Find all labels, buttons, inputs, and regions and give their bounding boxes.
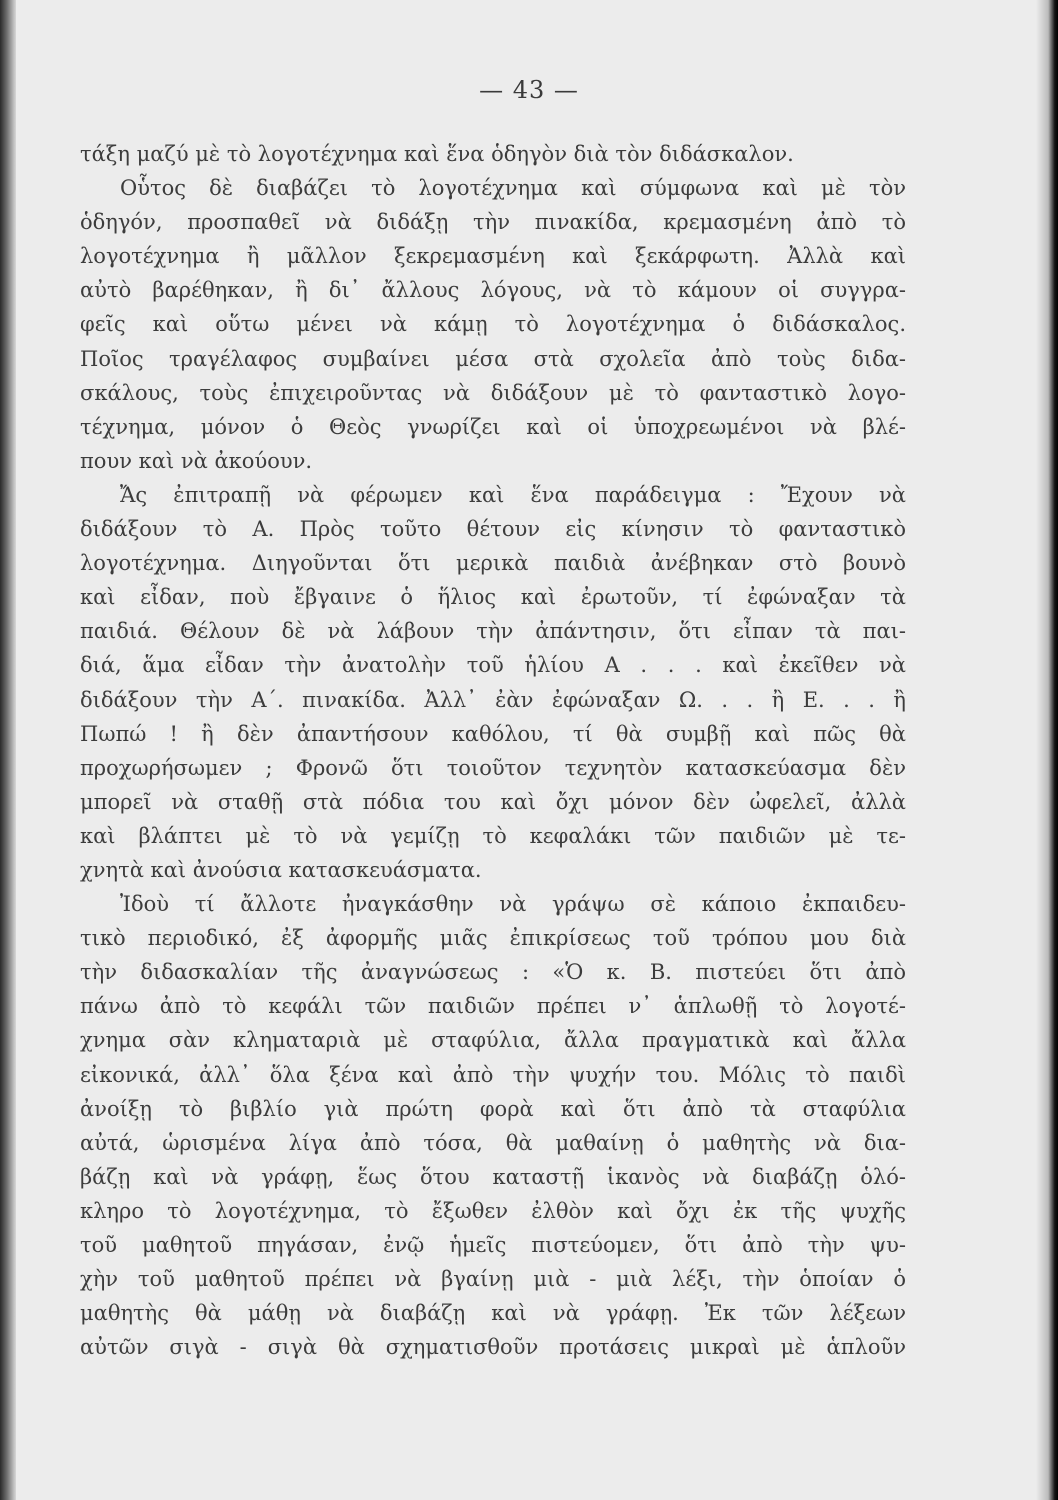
text-line: χνημα σὰν κληματαριὰ μὲ σταφύλια, ἄλλα πραγματικὰ καὶ ἄλλα — [80, 1028, 906, 1053]
text-line: σκάλους, τοὺς ἐπιχειροῦντας νὰ διδάξουν μὲ τὸ φανταστικὸ λογο- — [80, 380, 906, 405]
text-line: πάνω ἀπὸ τὸ κεφάλι τῶν παιδιῶν πρέπει ν᾽ ἁπλωθῇ τὸ λογοτέ- — [80, 994, 906, 1019]
text-line: μπορεῖ νὰ σταθῇ στὰ πόδια του καὶ ὄχι μόνον δὲν ὠφελεῖ, ἀλλὰ — [80, 789, 906, 814]
text-line: καὶ εἶδαν, ποὺ ἔβγαινε ὁ ἥλιος καὶ ἐρωτοῦν, τί ἐφώναξαν τὰ — [80, 585, 906, 610]
text-line: αὐτῶν σιγὰ - σιγὰ θὰ σχηματισθοῦν προτάσεις μικραὶ μὲ ἁπλοῦν — [80, 1335, 906, 1360]
page-number: — 43 — — [479, 76, 579, 104]
text-line: μαθητὴς θὰ μάθῃ νὰ διαβάζῃ καὶ νὰ γράφῃ. Ἐκ τῶν λέξεων — [80, 1301, 906, 1326]
text-line: Οὗτος δὲ διαβάζει τὸ λογοτέχνημα καὶ σύμφωνα καὶ μὲ τὸν — [120, 176, 906, 201]
text-line: ἀνοίξῃ τὸ βιβλίο γιὰ πρώτη φορὰ καὶ ὅτι ἀπὸ τὰ σταφύλια — [80, 1096, 906, 1121]
text-line: κληρο τὸ λογοτέχνημα, τὸ ἔξωθεν ἐλθὸν καὶ ὄχι ἐκ τῆς ψυχῆς — [80, 1198, 906, 1223]
text-line: καὶ βλάπτει μὲ τὸ νὰ γεμίζῃ τὸ κεφαλάκι τῶν παιδιῶν μὲ τε- — [80, 823, 906, 848]
text-line: τάξη μαζύ μὲ τὸ λογοτέχνημα καὶ ἕνα ὁδηγὸν διὰ τὸν διδάσκαλον. — [80, 142, 794, 166]
text-line: εἰκονικά, ἀλλ᾽ ὅλα ξένα καὶ ἀπὸ τὴν ψυχήν του. Μόλις τὸ παιδὶ — [80, 1062, 906, 1087]
text-line: παιδιά. Θέλουν δὲ νὰ λάβουν τὴν ἀπάντησιν, ὅτι εἶπαν τὰ παι- — [80, 619, 906, 644]
text-line: βάζῃ καὶ νὰ γράφῃ, ἕως ὅτου καταστῇ ἱκανὸς νὰ διαβάζῃ ὁλό- — [80, 1164, 906, 1189]
text-line: λογοτέχνημα ἢ μᾶλλον ξεκρεμασμένη καὶ ξεκάρφωτη. Ἀλλὰ καὶ — [80, 244, 906, 269]
text-line: χὴν τοῦ μαθητοῦ πρέπει νὰ βγαίνῃ μιὰ - μιὰ λέξι, τὴν ὁποίαν ὁ — [80, 1267, 906, 1292]
text-line: Πωπώ ! ἢ δὲν ἀπαντήσουν καθόλου, τί θὰ συμβῇ καὶ πῶς θὰ — [80, 721, 906, 746]
text-line: πουν καὶ νὰ ἀκούουν. — [80, 448, 313, 473]
text-line: Ἰδοὺ τί ἄλλοτε ἠναγκάσθην νὰ γράψω σὲ κάποιο ἐκπαιδευ- — [120, 892, 906, 917]
text-line: χνητὰ καὶ ἀνούσια κατασκευάσματα. — [80, 857, 482, 882]
text-line: λογοτέχνημα. Διηγοῦνται ὅτι μερικὰ παιδιὰ ἀνέβηκαν στὸ βουνὸ — [80, 551, 906, 576]
text-line: Ἄς ἐπιτραπῇ νὰ φέρωμεν καὶ ἕνα παράδειγμα : Ἔχουν νὰ — [120, 482, 906, 507]
text-line: τέχνημα, μόνον ὁ Θεὸς γνωρίζει καὶ οἱ ὑποχρεωμένοι νὰ βλέ- — [80, 414, 906, 439]
body-text — [80, 137, 906, 1364]
text-line: τοῦ μαθητοῦ πηγάσαν, ἐνῷ ἡμεῖς πιστεύομεν, ὅτι ἀπὸ τὴν ψυ- — [80, 1233, 906, 1257]
text-line: διδάξουν τὴν Α΄. πινακίδα. Ἀλλ᾽ ἐὰν ἐφώναξαν Ω. . . ἢ Ε. . . ἢ — [80, 687, 906, 712]
text-line: προχωρήσωμεν ; Φρονῶ ὅτι τοιοῦτον τεχνητὸν κατασκεύασμα δὲν — [80, 755, 906, 780]
text-line: φεῖς καὶ οὕτω μένει νὰ κάμῃ τὸ λογοτέχνημα ὁ διδάσκαλος. — [80, 312, 906, 337]
page-edge — [1036, 0, 1058, 1500]
text-line: διά, ἅμα εἶδαν τὴν ἀνατολὴν τοῦ ἡλίου Α . . . καὶ ἐκεῖθεν νὰ — [80, 653, 906, 678]
binding-shadow — [0, 0, 16, 1500]
text-line: αὐτὸ βαρέθηκαν, ἢ δι᾽ ἄλλους λόγους, νὰ τὸ κάμουν οἱ συγγρα- — [80, 278, 906, 303]
text-line: αὐτά, ὡρισμένα λίγα ἀπὸ τόσα, θὰ μαθαίνῃ ὁ μαθητὴς νὰ δια- — [80, 1130, 906, 1155]
text-line: τὴν διδασκαλίαν τῆς ἀναγνώσεως : «Ὁ κ. Β. πιστεύει ὅτι ἀπὸ — [80, 960, 906, 985]
text-line: ὁδηγόν, προσπαθεῖ νὰ διδάξῃ τὴν πινακίδα, κρεμασμένη ἀπὸ τὸ — [80, 210, 906, 235]
text-line: Ποῖος τραγέλαφος συμβαίνει μέσα στὰ σχολεῖα ἀπὸ τοὺς διδα- — [80, 346, 906, 371]
text-line: διδάξουν τὸ Α. Πρὸς τοῦτο θέτουν εἰς κίνησιν τὸ φανταστικὸ — [80, 517, 906, 542]
text-line: τικὸ περιοδικό, ἐξ ἀφορμῆς μιᾶς ἐπικρίσεως τοῦ τρόπου μου διὰ — [80, 926, 906, 951]
